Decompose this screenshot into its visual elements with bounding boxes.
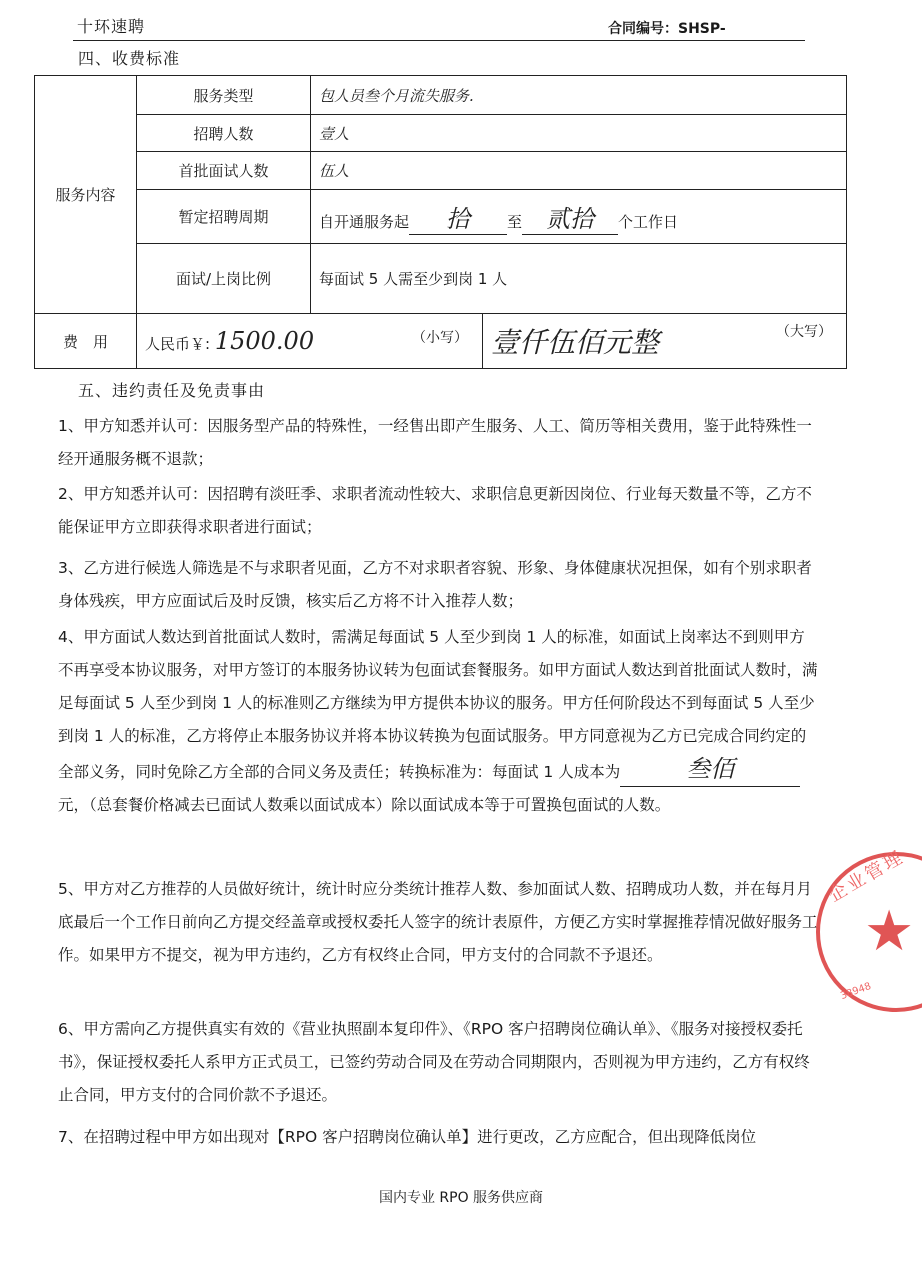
- period-to: 贰拾: [522, 199, 618, 235]
- seal-star-icon: ★: [864, 899, 915, 964]
- footer-text: 国内专业 RPO 服务供应商: [378, 1190, 544, 1206]
- clause-6: 6、甲方需向乙方提供真实有效的《营业执照副本复印件》、《RPO 客户招聘岗位确认单》、《服务对接授权委托书》，保证授权委托人系甲方正式员工，已签约劳动合同及在劳动合同期限内，否则视为甲方违约，乙方有权终止合同，甲方支付的合同价款不予退还。: [58, 1020, 810, 1104]
- ratio-label: 面试/上岗比例: [137, 244, 311, 314]
- fee-upper: [483, 314, 847, 369]
- fee-table: [34, 75, 847, 369]
- fee-small-tag: （小写）: [412, 330, 468, 346]
- hiring-count-label: 招聘人数: [137, 115, 311, 152]
- period-mid: 至: [507, 212, 523, 231]
- ratio-value: 每面试 5 人需至少到岗 1 人: [311, 244, 847, 314]
- service-type-label: 服务类型: [137, 76, 311, 115]
- period-from: 拾: [409, 199, 507, 235]
- clause-4-cost-blank: 叁佰: [620, 753, 800, 787]
- clause-3: 3、乙方进行候选人筛选是不与求职者见面，乙方不对求职者容貌、形象、身体健康状况担保，如有个别求职者身体残疾，甲方应面试后及时反馈，核实后乙方将不计入推荐人数；: [58, 559, 812, 610]
- first-interview-count-value: 伍人: [311, 152, 847, 190]
- clause-4-text-b: 元，（总套餐价格减去已面试人数乘以面试成本）除以面试成本等于可置换包面试的人数。: [58, 796, 671, 814]
- section5-title: 五、违约责任及免责事由: [78, 381, 266, 400]
- clause-5: 5、甲方对乙方推荐的人员做好统计，统计时应分类统计推荐人数、参加面试人数、招聘成功人数，并在每月月底最后一个工作日前向乙方提交经盖章或授权委托人签字的统计表原件，方便乙方实时掌握推荐情况做好服务工作。如果甲方不提交，视为甲方违约，乙方有权终止合同，甲方支付的合同款不予退还。: [58, 880, 818, 964]
- period-label: 暂定招聘周期: [137, 190, 311, 244]
- company-seal: [816, 846, 922, 1012]
- hiring-count-value: 壹人: [311, 115, 847, 152]
- first-interview-count-label: 首批面试人数: [137, 152, 311, 190]
- company-name: 十环速聘: [77, 17, 146, 36]
- clause-1: 1、甲方知悉并认可：因服务型产品的特殊性，一经售出即产生服务、人工、简历等相关费用，鉴于此特殊性一经开通服务概不退款；: [58, 417, 812, 468]
- fee-big-tag: （大写）: [776, 324, 832, 340]
- clause-7: 7、在招聘过程中甲方如出现对【RPO 客户招聘岗位确认单】进行更改，乙方应配合，但出现降低岗位: [58, 1128, 757, 1146]
- fee-currency-prefix: 人民币￥:: [145, 335, 211, 353]
- period-value: [311, 190, 847, 244]
- service-content-label: 服务内容: [35, 76, 137, 314]
- section4-title: 四、收费标准: [78, 49, 181, 68]
- seal-text: 企业管理: [825, 846, 909, 907]
- period-prefix: 自开通服务起: [319, 212, 410, 231]
- clause-2: 2、甲方知悉并认可：因招聘有淡旺季、求职者流动性较大、求职信息更新因岗位、行业每天数量不等，乙方不能保证甲方立即获得求职者进行面试；: [58, 485, 812, 536]
- clause-4-text-a: 4、甲方面试人数达到首批面试人数时，需满足每面试 5 人至少到岗 1 人的标准，如面试上岗率达不到则甲方不再享受本协议服务，对甲方签订的本服务协议转为包面试套餐服务。如甲方面试人数达到首批面试人数时，满足每面试 5 人至少到岗 1 人的标准则乙方继续为甲方提供本协议的服务。甲方任何阶段达不到每面试 5 人至少到岗 1 人的标准，乙方将停止本服务协议并将本协议转换为包面试服务。甲方同意视为乙方已完成合同约定的全部义务，同时免除乙方全部的合同义务及责任；转换标准为：每面试 1 人成本为: [58, 628, 818, 781]
- seal-number: 38948: [839, 980, 873, 1003]
- period-suffix: 个工作日: [618, 212, 679, 231]
- contract-number: 合同编号：SHSP-: [608, 21, 726, 37]
- fee-lower: [137, 314, 483, 369]
- header-divider: [73, 40, 805, 41]
- fee-amount: 1500.00: [214, 327, 315, 355]
- service-type-value: 包人员叁个月流失服务.: [311, 76, 847, 115]
- fee-amount-upper: 壹仟伍佰元整: [491, 326, 660, 359]
- fee-label: 费 用: [35, 314, 137, 369]
- clause-4: [58, 621, 818, 822]
